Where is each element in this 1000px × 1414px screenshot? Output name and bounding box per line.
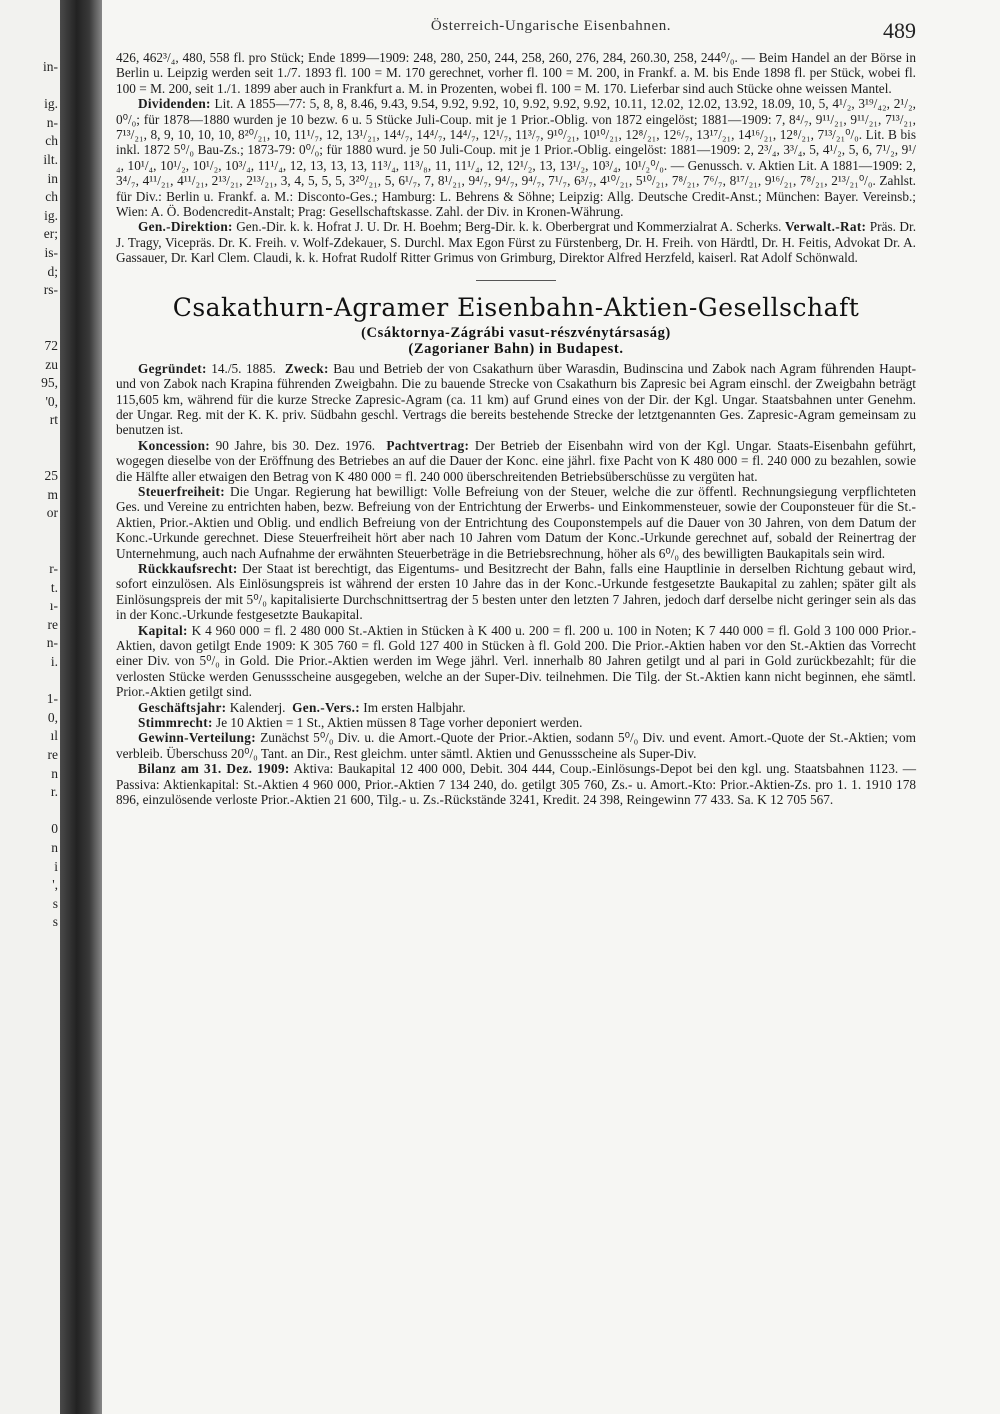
verwalt-rat-label: Verwalt.-Rat: bbox=[784, 219, 867, 235]
company-title: Csakathurn-Agramer Eisenbahn-Aktien-Gesellschaft bbox=[172, 292, 860, 322]
page-number: 489 bbox=[883, 18, 916, 43]
company-subtitle-location: (Zagorianer Bahn) in Budapest. bbox=[408, 340, 624, 357]
geschaeftsjahr-paragraph bbox=[116, 700, 916, 715]
gegruendet-label: Gegründet: bbox=[138, 360, 207, 376]
gewinn-verteilung-text: Zunächst 5⁰/₀ Div. u. die Amort.-Quote der Prior.-Aktien, sodann 5⁰/₀ Div. und event. Amort.-Quote der St.-Aktien; vom verbleib. Überschuss 20⁰/₀ Tant. an Dir., Rest gleichm. unter sämtl. Aktien und Genussscheine als Super-Div. bbox=[116, 730, 917, 761]
geschaeftsjahr-text: Kalenderj. bbox=[229, 699, 286, 715]
rueckkaufsrecht-label: Rückkaufsrecht: bbox=[138, 560, 238, 576]
rueckkaufsrecht-text: Der Staat ist berechtigt, das Eigentums- und Besitzrecht der Bahn, falls eine Hauptlinie in derselben Richtung gebaut wird, sofort einzulösen. Als Einlösungspreis ist während der ersten 10 Jahre das in der Konc.-Urkunde festgesetzte Baukapital zu zahlen; später gilt als Einlösungspreis der mit 5⁰/₀ kapitalisierte Durchschnittsertrag der 5 besten unter den letzten 7 Jahren, jedoch darf derselbe nicht geringer sein als das in der Konc.-Urkunde festgesetzte Baukapital. bbox=[116, 560, 917, 623]
stimmrecht-label: Stimmrecht: bbox=[138, 715, 213, 731]
steuerfreiheit-paragraph bbox=[116, 484, 916, 561]
steuerfreiheit-text: Die Ungar. Regierung hat bewilligt: Volle Befreiung von der Steuer, welche die zur öffentl. Rechnungsiegung verpflichteten Ges. und Vereine zu entrichten haben, bezw. Befreiung von der Entrichtung der Erwerbs- und Einkommensteuer, sowie der Couponsteuer für die St.-Aktien, Prior.-Aktien und Oblig. und endlich Befreiung von der Entrichtung des Couponstempels auf die Dauer von 30 Jahren, von dem Datum der Konc.-Urkunde gerechnet. Diese Steuerfreiheit hört aber nach 10 Jahren vom Datum der Konc.-Urkunde gerechnet auf, sobald der Reinertrag der Unternehmung, auch nach Aufnahme der erwähnten Steuerbeträge in die Betriebsrechnung, höher als 6⁰/₀ des bewilligten Baukapitals sein wird. bbox=[116, 483, 916, 561]
direktion-paragraph bbox=[116, 219, 916, 265]
pachtvertrag-text: Der Betrieb der Eisenbahn wird von der Kgl. Ungar. Staats-Eisenbahn geführt, wogegen dieselbe von der Eröffnung des Betriebes an auf die Dauer der Konc. eine jährl. fixe Pacht von K 480 000 = fl. 240 000 zu bezahlen, sowie die Hälfte aller etwaigen den Betrag von K 480 000 = fl. 240 000 überschreitenden Betriebsüberschüsse zu vergüten hat. bbox=[116, 437, 916, 484]
bilanz-paragraph bbox=[116, 761, 916, 807]
dividenden-text: Lit. A 1855—77: 5, 8, 8, 8.46, 9.43, 9.54, 9.92, 9.92, 10, 9.92, 9.92, 9.92, 10.11, 12.02, 12.02, 13.92, 18.09, 10, 5, 4¹/₂, 3¹⁹/₄₂, 2¹/₂, 0⁰/₀; für 1878—1880 wurden je 10 bezw. 6 u. 5 Stücke Juli-Coup. mit je 1 Prior.-Oblig. von 1872 eingelöst; 1881—1909: 7, 8⁴/₇, 9¹¹/₂₁, 9¹¹/₂₁, 7¹³/₂₁, 7¹³/₂₁, 8, 9, 10, 10, 10, 8²⁰/₂₁, 10, 11¹/₇, 12, 13¹/₂₁, 14⁴/₇, 14⁴/₇, 14⁴/₇, 12¹/₇, 11³/₇, 9¹⁰/₂₁, 10¹⁰/₂₁, 12⁸/₂₁, 12⁶/₇, 13¹⁷/₂₁, 14¹⁶/₂₁, 12⁸/₂₁, 7¹³/₂₁⁰/₀. Lit. B bis inkl. 1872 5⁰/₀ Bau-Zs.; 1873-79: 0⁰/₀; für 1880 wurd. je 50 Juli-Coup. mit je 1 Prior.-Oblig. eingelöst: 1881—1909: 2, 2³/₄, 3³/₄, 5, 4¹/₂, 5, 6, 7¹/₂, 9¹/₄, 10¹/₄, 10¹/₂, 10¹/₂, 10³/₄, 11¹/₄, 12, 13, 13, 13, 11³/₄, 11³/₈, 11, 11¹/₄, 12, 12¹/₂, 13, 13¹/₂, 10³/₄, 10¹/₂⁰/₀. — Genussch. v. Aktien Lit. A 1881—1909: 2, 3⁴/₇, 4¹¹/₂₁, 4¹¹/₂₁, 2¹³/₂₁, 2¹³/₂₁, 3, 4, 5, 5, 5, 3²⁰/₂₁, 5, 6¹/₇, 7, 8¹/₂₁, 9⁴/₇, 9⁴/₇, 9⁴/₇, 7¹/₇, 6³/₇, 4¹⁰/₂₁, 5¹⁰/₂₁, 7⁸/₂₁, 7⁶/₇, 8¹⁷/₂₁, 9¹⁶/₂₁, 7⁸/₂₁, 2¹³/₂₁⁰/₀. Zahlst. für Div.: Berlin u. Frankf. a. M.: Disconto-Ges.; Hamburg: L. Behrens & Söhne; Leipzig: Allg. Deutsche Credit-Anst.; München: Bayer. Vereinsb.; Wien: A. Ö. Bodencredit-Anstalt; Prag: Gesellschaftskasse. Zahl. der Div. in Kronen-Währung. bbox=[116, 96, 916, 220]
company-subtitle-hungarian: (Csáktornya-Zágrábi vasut-részvénytársaság) bbox=[361, 324, 671, 341]
bilanz-text: Aktiva: Baukapital 12 400 000, Debit. 304 444, Coup.-Einlösungs-Depot bei den kgl. ung. Staatsbahnen 1123. — Passiva: Aktienkapital: St.-Aktien 4 960 000, Prior.-Aktien 7 134 240, do. getilgt 305 760, Zs.- u. Amort.-Kto: Prior.-Aktien-Zs. pro 1. 1. 1910 178 896, einzulösende verloste Prior.-Aktien 21 600, Tilg.- u. Zs.-Rückstände 3241, Kredit. 24 398, Reingewinn 77 433. Sa. K 12 705 567. bbox=[116, 761, 917, 808]
gen-vers-text: Im ersten Halbjahr. bbox=[363, 699, 466, 715]
body-text bbox=[116, 50, 916, 807]
section-divider bbox=[476, 280, 556, 281]
book-gutter bbox=[60, 0, 102, 1414]
gewinn-verteilung-paragraph bbox=[116, 730, 916, 761]
left-page-edge bbox=[0, 0, 60, 1414]
geschaeftsjahr-label: Geschäftsjahr: bbox=[138, 699, 227, 715]
zweck-text: Bau und Betrieb der von Csakathurn über Warasdin, Budinscina und Zabok nach Agram führenden Haupt- und von Zabok nach Krapina führenden Zweigbahn. Die zu bauende Strecke von Csakathurn bis Zapresic bei Agram einschl. der Zweigbahn beträgt 115,605 km, während für die kurze Strecke Zapresic-Agram (ca. 11 km) auf Grund eines von der Dir. der Kgl. Ungar. Staatsbahnen unter Genehm. der Ungar. Reg. mit der K. K. priv. Südbahn geschl. Vertrags die bereits bestehende Strecke der letztgenannten Ges. Zapresic-Agram gemeinsam zu benutzen ist. bbox=[116, 360, 917, 438]
running-title: Österreich-Ungarische Eisenbahnen. bbox=[430, 18, 672, 34]
bilanz-label: Bilanz am 31. Dez. 1909: bbox=[138, 761, 290, 777]
dividenden-paragraph bbox=[116, 96, 916, 219]
gegruendet-zweck-paragraph bbox=[116, 361, 916, 438]
kapital-label: Kapital: bbox=[138, 622, 188, 638]
gegruendet-text: 14./5. 1885. bbox=[211, 360, 276, 376]
page bbox=[102, 0, 1000, 1414]
kapital-text: K 4 960 000 = fl. 2 480 000 St.-Aktien in Stücken à K 400 u. 200 = fl. 200 u. 100 in Noten; K 7 440 000 = fl. Gold 3 100 000 Prior.-Aktien, davon getilgt Ende 1909: K 305 760 = fl. Gold 127 400 in Stücken à fl. Gold 200. Die Prior.-Aktien haben vor den St.-Aktien das Vorrecht einer Div. von 5⁰/₀ in Gold. Die Prior.-Aktien werden im Wege jährl. Verl. innerhalb 80 Jahren getilgt und al pari in Gold zurückbezahlt; für die verlosten Stücke werden Genussscheine ausgegeben, welche an der Super-Div. teilnehmen. Die Tilg. der St.-Aktien kann nicht beginnen, ehe sämtl. Prior.-Aktien getilgt sind. bbox=[116, 622, 917, 700]
rueckkaufsrecht-paragraph bbox=[116, 561, 916, 623]
pachtvertrag-label: Pachtvertrag: bbox=[386, 437, 470, 453]
koncession-paragraph bbox=[116, 438, 916, 484]
steuerfreiheit-label: Steuerfreiheit: bbox=[138, 483, 225, 499]
dividenden-label: Dividenden: bbox=[138, 96, 211, 112]
koncession-label: Koncession: bbox=[138, 437, 211, 453]
left-margin-fragments: in- ig. n- ch ilt. in ch ig. er; is- d; rs- 72 zu 95, '0, rt 25 m or r- t. ı- re n- i. 1- 0, ıl re n r. 0 n i ', s s bbox=[41, 59, 58, 930]
running-head bbox=[102, 14, 1000, 44]
stimmrecht-paragraph bbox=[116, 715, 916, 730]
gen-direktion-text: Gen.-Dir. k. k. Hofrat J. U. Dr. H. Boehm; Berg-Dir. k. k. Oberbergrat und Kommerzialrat A. Scherks. bbox=[236, 219, 782, 235]
gen-vers-label: Gen.-Vers.: bbox=[292, 699, 360, 715]
kurs-paragraph: 426, 462³/₄, 480, 558 fl. pro Stück; Ende 1899—1909: 248, 280, 250, 244, 258, 260, 276, 284, 260.30, 258, 244⁰/₀. — Beim Handel an der Börse in Berlin u. Leipzig werden seit 1./7. 1893 fl. 100 = M. 170 gerechnet, vorher fl. 100 = M. 200, in Frankf. a. M. bis Ende 1898 fl. per Stück, wobei fl. 100 = M. 200, seit 1./1. 1899 aber auch in Frankfurt a. M. in Prozenten, wobei fl. 100 = M. 170. Lieferbar sind auch Stücke ohne weissen Mantel. bbox=[116, 50, 916, 96]
stimmrecht-text: Je 10 Aktien = 1 St., Aktien müssen 8 Tage vorher deponiert werden. bbox=[216, 715, 583, 731]
gen-direktion-label: Gen.-Direktion: bbox=[138, 219, 233, 235]
zweck-label: Zweck: bbox=[284, 360, 329, 376]
koncession-text: 90 Jahre, bis 30. Dez. 1976. bbox=[215, 437, 376, 453]
gewinn-verteilung-label: Gewinn-Verteilung: bbox=[138, 730, 256, 746]
verwalt-rat-text: Präs. Dr. J. Tragy, Vicepräs. Dr. K. Freih. v. Wolf-Zdekauer, S. Durchl. Max Egon Fürst zu Fürstenberg, Dr. H. Freih. von Härdtl, Dr. H. Feitis, Advokat Dr. A. Gassauer, Dr. Karl Clem. Claudi, k. k. Hofrat Rudolf Ritter Grimus von Grimburg, Direktor Alfred Herzfeld, kaiserl. Rat Adolf Schönwald. bbox=[116, 219, 917, 266]
kapital-paragraph bbox=[116, 623, 916, 700]
